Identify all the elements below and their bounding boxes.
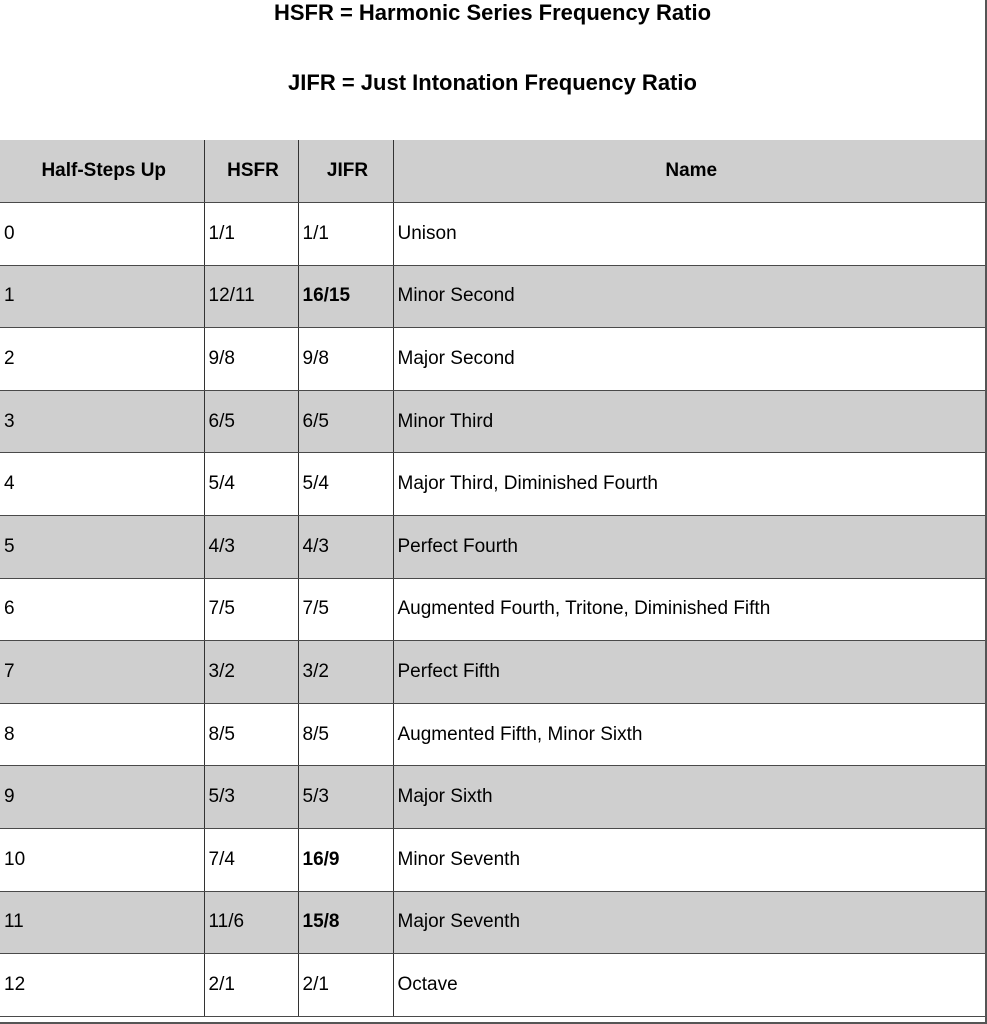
cell-jifr: 5/4 bbox=[298, 453, 393, 516]
cell-jifr: 8/5 bbox=[298, 703, 393, 766]
cell-jifr: 2/1 bbox=[298, 954, 393, 1017]
jifr-definition: JIFR = Just Intonation Frequency Ratio bbox=[288, 70, 697, 95]
cell-jifr: 4/3 bbox=[298, 516, 393, 579]
table-row bbox=[0, 766, 985, 829]
table-row bbox=[0, 390, 985, 453]
table-row bbox=[0, 703, 985, 766]
cell-half-steps: 1 bbox=[0, 265, 204, 328]
cell-half-steps: 2 bbox=[0, 328, 204, 391]
cell-half-steps: 0 bbox=[0, 203, 204, 266]
cell-hsfr: 1/1 bbox=[204, 203, 298, 266]
cell-hsfr: 7/5 bbox=[204, 578, 298, 641]
cell-name: Augmented Fourth, Tritone, Diminished Fifth bbox=[393, 578, 985, 641]
cell-jifr: 9/8 bbox=[298, 328, 393, 391]
cell-hsfr: 11/6 bbox=[204, 891, 298, 954]
cell-jifr: 3/2 bbox=[298, 641, 393, 704]
cell-name: Unison bbox=[393, 203, 985, 266]
header-jifr: JIFR bbox=[298, 140, 393, 203]
header-hsfr: HSFR bbox=[204, 140, 298, 203]
cell-half-steps: 3 bbox=[0, 390, 204, 453]
cell-jifr: 15/8 bbox=[298, 891, 393, 954]
cell-name: Major Seventh bbox=[393, 891, 985, 954]
cell-hsfr: 9/8 bbox=[204, 328, 298, 391]
table-row bbox=[0, 265, 985, 328]
table-row bbox=[0, 578, 985, 641]
cell-hsfr: 3/2 bbox=[204, 641, 298, 704]
cell-jifr: 7/5 bbox=[298, 578, 393, 641]
table-row bbox=[0, 641, 985, 704]
table-row bbox=[0, 954, 985, 1017]
table-row bbox=[0, 516, 985, 579]
cell-name: Major Second bbox=[393, 328, 985, 391]
cell-half-steps: 11 bbox=[0, 891, 204, 954]
table-header-row bbox=[0, 140, 985, 203]
hsfr-definition: HSFR = Harmonic Series Frequency Ratio bbox=[273, 0, 712, 25]
cell-half-steps: 9 bbox=[0, 766, 204, 829]
cell-hsfr: 2/1 bbox=[204, 954, 298, 1017]
header-half-steps-up: Half-Steps Up bbox=[0, 140, 204, 203]
cell-name: Major Sixth bbox=[393, 766, 985, 829]
cell-half-steps: 7 bbox=[0, 641, 204, 704]
cell-half-steps: 10 bbox=[0, 829, 204, 892]
table-row bbox=[0, 328, 985, 391]
cell-name: Perfect Fourth bbox=[393, 516, 985, 579]
cell-jifr: 6/5 bbox=[298, 390, 393, 453]
cell-jifr: 16/9 bbox=[298, 829, 393, 892]
cell-hsfr: 4/3 bbox=[204, 516, 298, 579]
cell-hsfr: 7/4 bbox=[204, 829, 298, 892]
cell-name: Augmented Fifth, Minor Sixth bbox=[393, 703, 985, 766]
cell-half-steps: 6 bbox=[0, 578, 204, 641]
cell-name: Major Third, Diminished Fourth bbox=[393, 453, 985, 516]
cell-half-steps: 12 bbox=[0, 954, 204, 1017]
cell-half-steps: 5 bbox=[0, 516, 204, 579]
cell-half-steps: 8 bbox=[0, 703, 204, 766]
cell-hsfr: 12/11 bbox=[204, 265, 298, 328]
interval-ratio-table bbox=[0, 140, 985, 1017]
table-row bbox=[0, 829, 985, 892]
table-row bbox=[0, 203, 985, 266]
cell-jifr: 1/1 bbox=[298, 203, 393, 266]
cell-hsfr: 5/4 bbox=[204, 453, 298, 516]
cell-jifr: 16/15 bbox=[298, 265, 393, 328]
table-row bbox=[0, 891, 985, 954]
cell-hsfr: 8/5 bbox=[204, 703, 298, 766]
cell-name: Minor Second bbox=[393, 265, 985, 328]
cell-jifr: 5/3 bbox=[298, 766, 393, 829]
cell-name: Minor Third bbox=[393, 390, 985, 453]
cell-name: Minor Seventh bbox=[393, 829, 985, 892]
cell-name: Perfect Fifth bbox=[393, 641, 985, 704]
table-row bbox=[0, 453, 985, 516]
cell-name: Octave bbox=[393, 954, 985, 1017]
header-name: Name bbox=[393, 140, 985, 203]
cell-half-steps: 4 bbox=[0, 453, 204, 516]
cell-hsfr: 5/3 bbox=[204, 766, 298, 829]
cell-hsfr: 6/5 bbox=[204, 390, 298, 453]
